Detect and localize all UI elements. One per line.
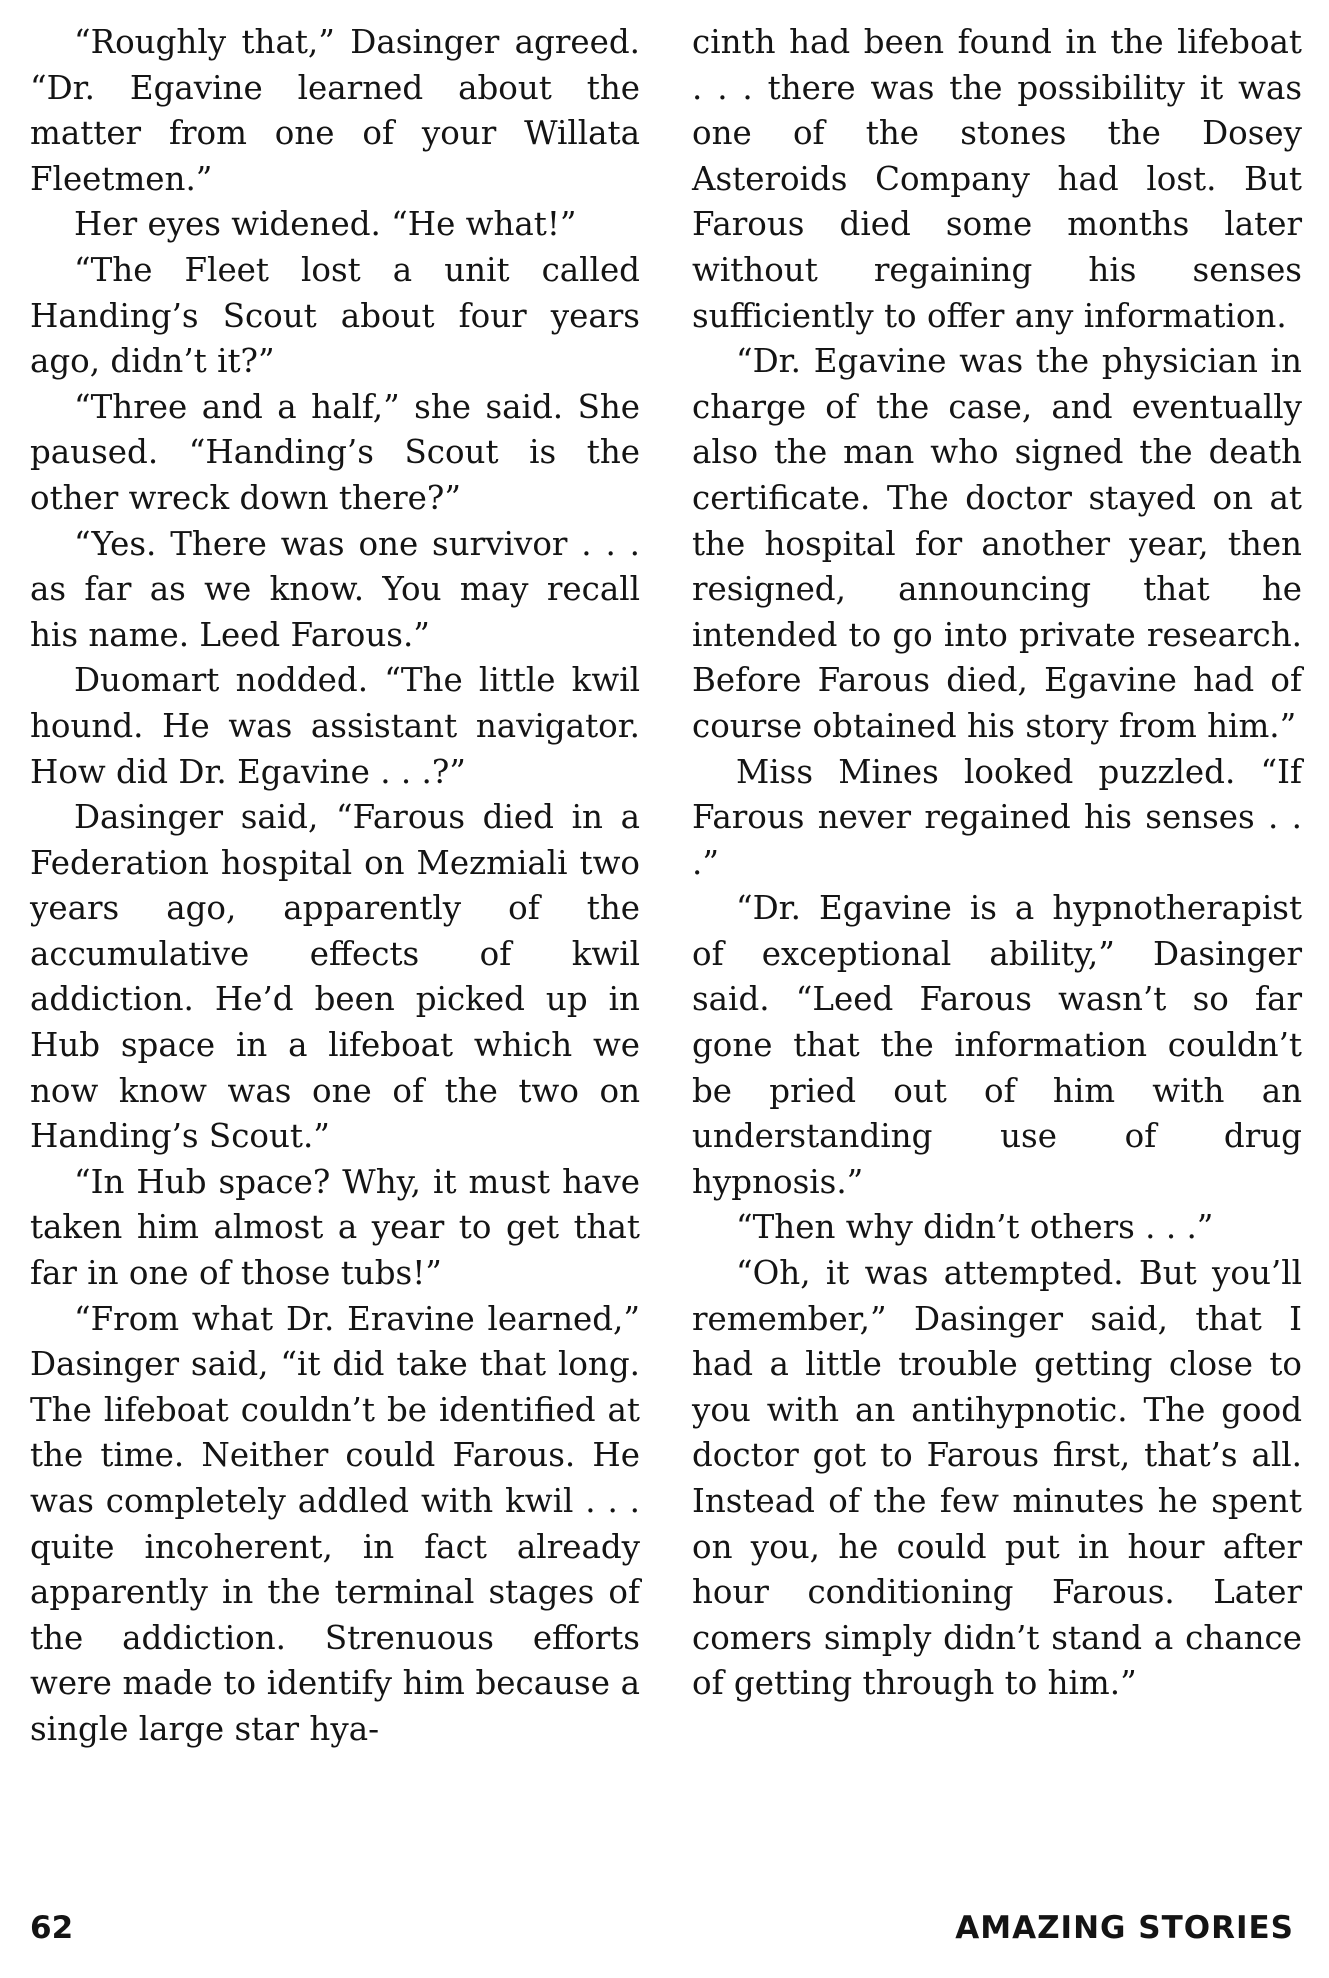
paragraph: Dasinger said, “Farous died in a Federation hospital on Mezmiali two years ago, apparently of the accumulative effects of kwil addiction. He’d been picked up in Hub space in a lifeboat which we now know was one of the two on Handing’s Scout.” <box>30 798 640 1156</box>
paragraph: “Then why didn’t others . . .” <box>736 1208 1214 1247</box>
paragraph: “In Hub space? Why, it must have taken him almost a year to get that far in one of those tubs!” <box>30 1162 640 1293</box>
right-text-column <box>692 20 1302 1707</box>
paragraph: Her eyes widened. “He what!” <box>74 205 577 244</box>
page-footer <box>30 1910 1294 1960</box>
paragraph: “Oh, it was attempted. But you’ll remember,” Dasinger said, that I had a little trouble getting close to you with an antihypnotic. The good doctor got to Farous first, that’s all. Instead of the few minutes he spent on you, he could put in hour after hour conditioning Farous. Later comers simply didn’t stand a chance of getting through to him.” <box>692 1254 1302 1703</box>
paragraph: “Three and a half,” she said. She paused. “Handing’s Scout is the other wreck down there?” <box>30 387 640 517</box>
left-text-column <box>30 20 640 1753</box>
paragraph: Duomart nodded. “The little kwil hound. He was assistant navigator. How did Dr. Egavine . . .?” <box>30 661 640 791</box>
magazine-title: AMAZING STORIES <box>955 1910 1294 1946</box>
paragraph: “From what Dr. Eravine learned,” Dasinger said, “it did take that long. The lifeboat couldn’t be identified at the time. Neither could Farous. He was completely addled with kwil . . . quite incoherent, in fact already apparently in the terminal stages of the addiction. Strenuous efforts were made to identify him because a single large star hya- <box>30 1299 640 1748</box>
paragraph: “Dr. Egavine was the physician in charge of the case, and eventually also the man who signed the death certificate. The doctor stayed on at the hospital for another year, then resigned, announcing that he intended to go into private research. Before Farous died, Egavine had of course obtained his story from him.” <box>692 342 1302 745</box>
paragraph-continuation: cinth had been found in the lifeboat . . . there was the possibility it was one of the stones the Dosey Asteroids Company had lost. But Farous died some months later without regaining his senses sufficiently to offer any information. <box>692 23 1302 335</box>
page-number: 62 <box>30 1910 74 1946</box>
paragraph: “Roughly that,” Dasinger agreed. “Dr. Egavine learned about the matter from one of your Willata Fleetmen.” <box>30 23 640 198</box>
paragraph: “Yes. There was one survivor . . . as far as we know. You may recall his name. Leed Farous.” <box>30 524 640 654</box>
paragraph: Miss Mines looked puzzled. “If Farous never regained his senses . . .” <box>692 752 1302 882</box>
paragraph: “Dr. Egavine is a hypnotherapist of exceptional ability,” Dasinger said. “Leed Farous wasn’t so far gone that the information couldn’t be pried out of him with an understanding use of drug hypnosis.” <box>692 889 1302 1201</box>
paragraph: “The Fleet lost a unit called Handing’s Scout about four years ago, didn’t it?” <box>30 250 640 381</box>
